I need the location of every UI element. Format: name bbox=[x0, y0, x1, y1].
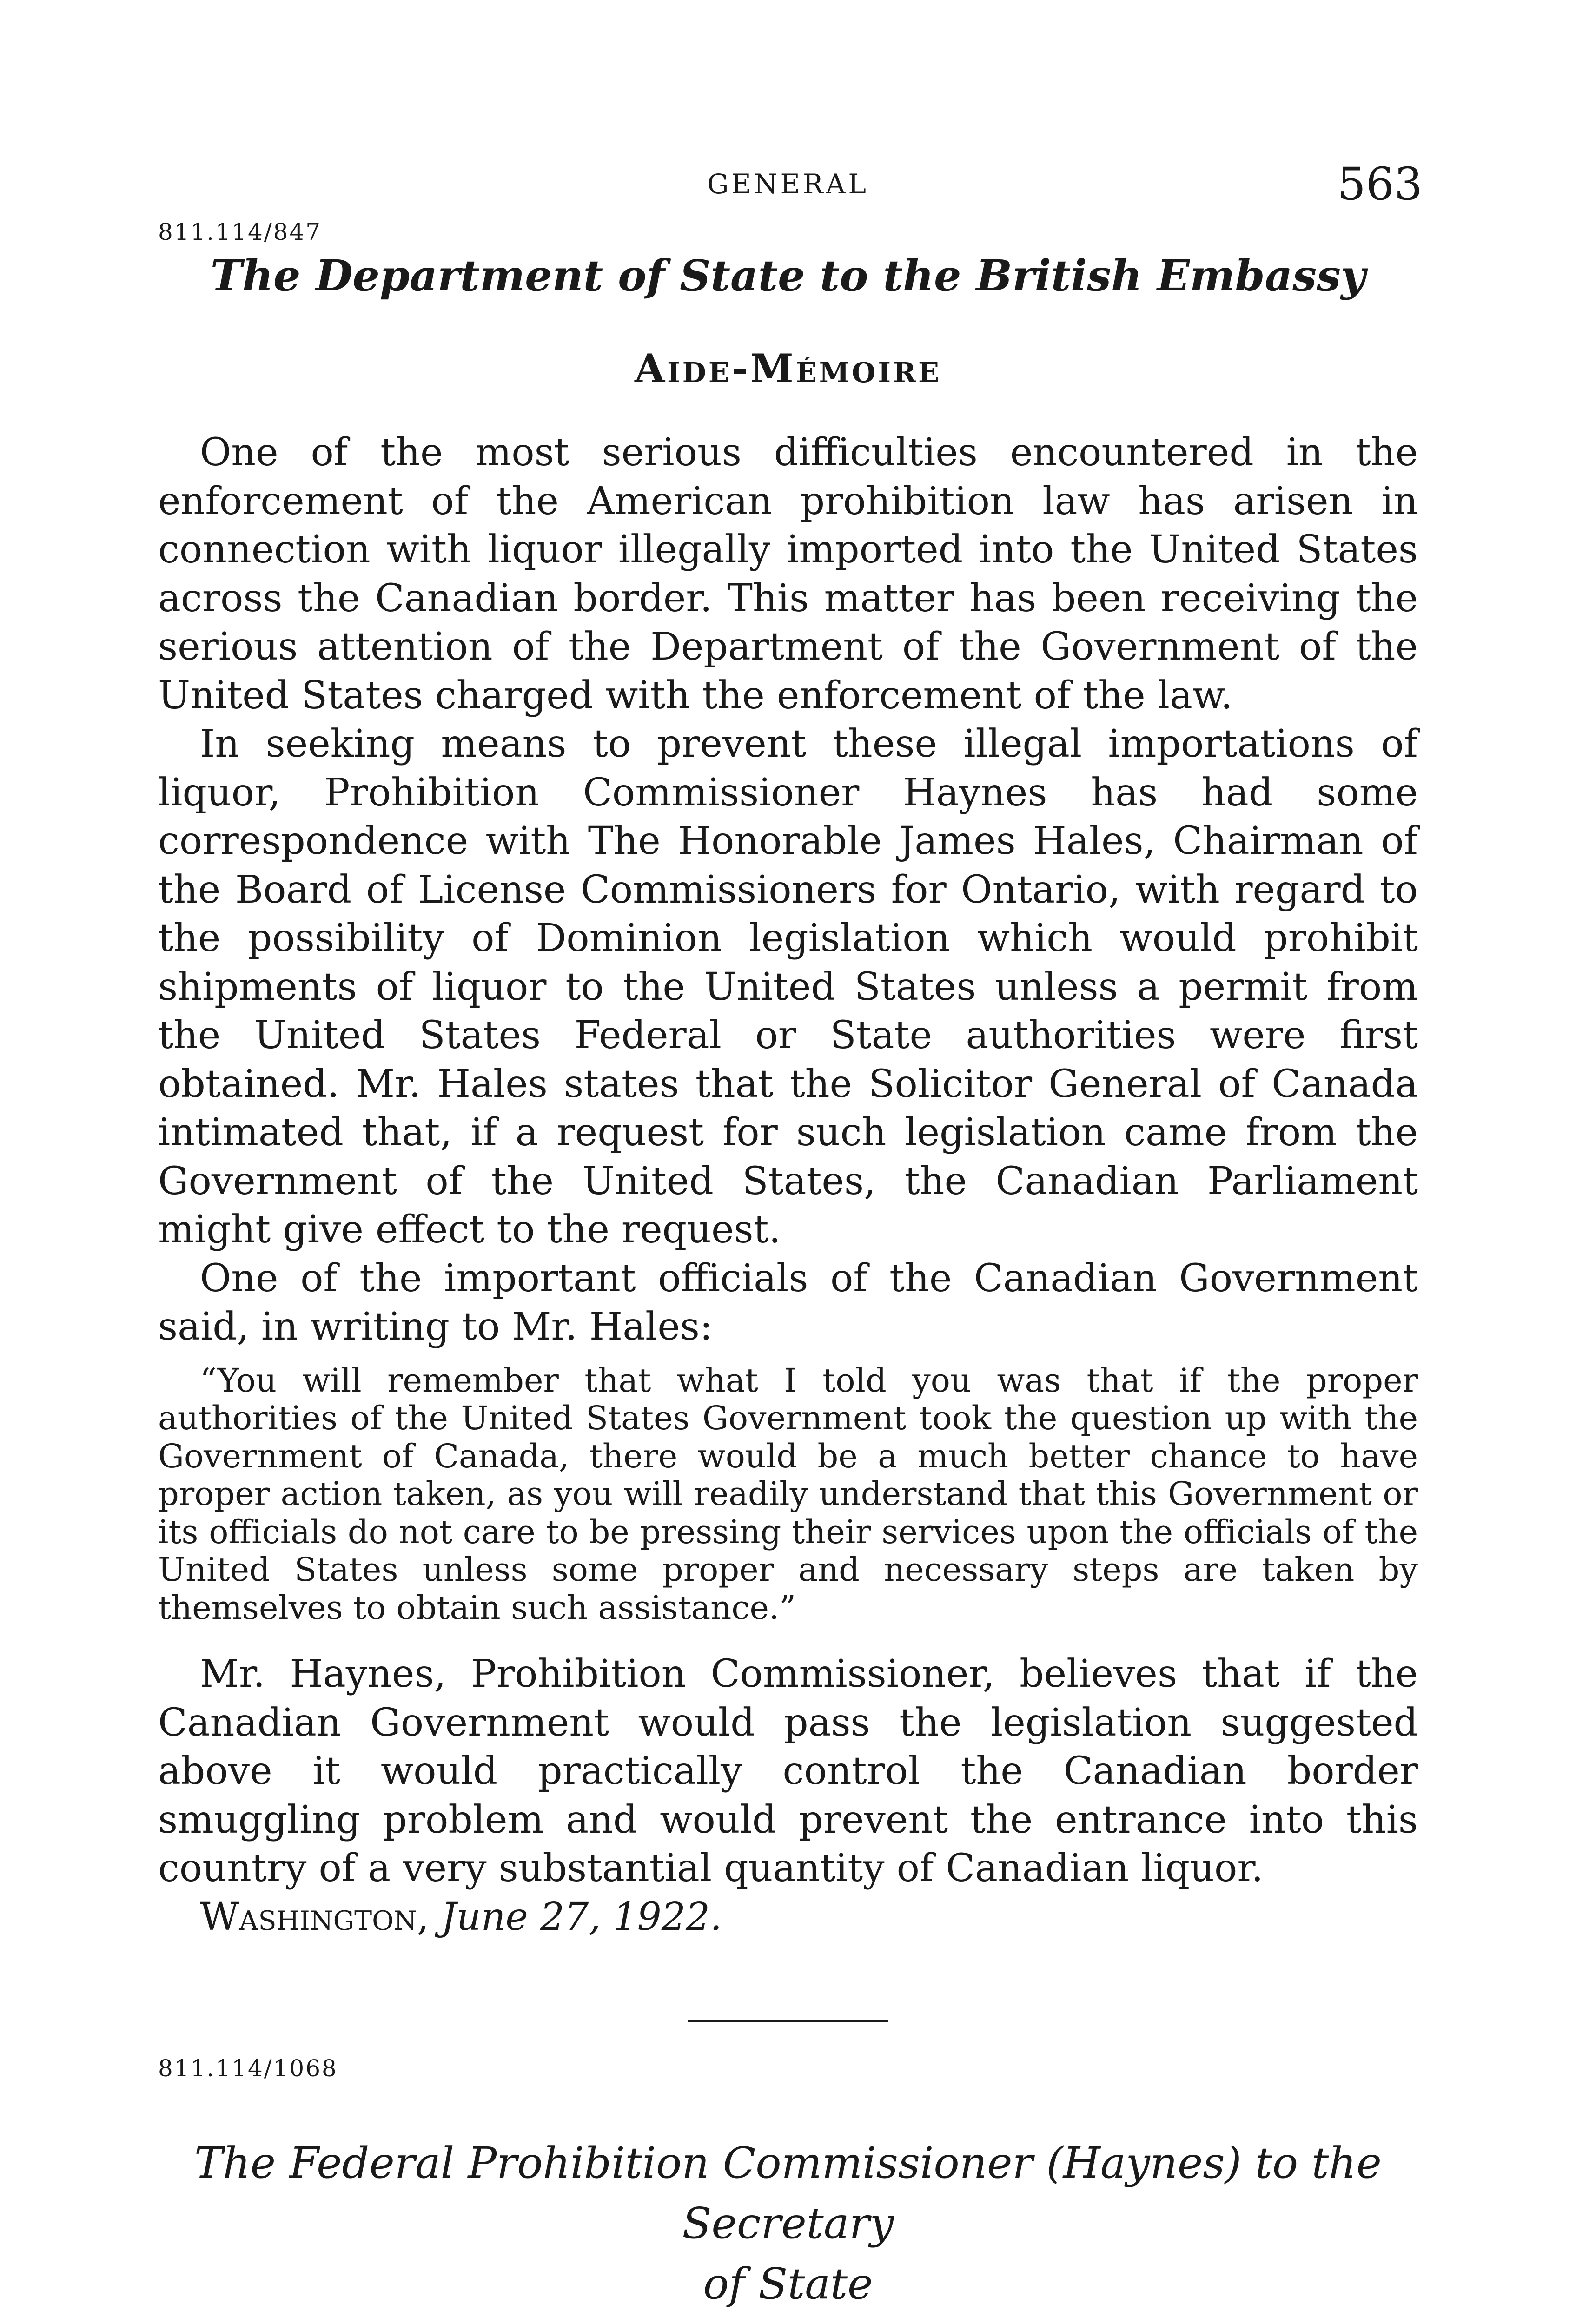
file-number: 811.114/847 bbox=[158, 218, 322, 245]
document-subtitle: Aide-Mémoire bbox=[634, 345, 942, 391]
document-title: The Department of State to the British Embassy bbox=[210, 251, 1366, 301]
body-paragraph: One of the most serious difficulties encountered in the enforcement of the American prohibition law has arisen in connection with liquor illegally imported into the United States across the Canadian border. This matter has been receiving the serious attention of the Department of the Government of the United States charged with the enforcement of the law. bbox=[158, 430, 1418, 718]
place-name: Washington, bbox=[200, 1895, 429, 1939]
letter-section bbox=[158, 2055, 1418, 2324]
letter-title-line: The Federal Prohibition Commissioner (Haynes) to the Secretary bbox=[194, 2138, 1382, 2248]
letter-title-line: of State bbox=[703, 2259, 873, 2309]
running-header bbox=[158, 158, 1423, 218]
place-date-line bbox=[158, 1893, 1418, 1942]
section-divider bbox=[688, 2020, 888, 2022]
aide-memoire-section bbox=[158, 218, 1418, 1941]
letter-title-block bbox=[158, 2133, 1418, 2314]
date: June 27, 1922. bbox=[441, 1895, 722, 1939]
block-quote: “You will remember that what I told you was that if the proper authorities of the United States Government took the question up with the Government of Canada, there would be a much better chance to have proper action taken, as you will readily understand that this Government or its officials do not care to be pressing their services upon the officials of the United States unless some proper and necessary steps are taken by themselves to obtain such assistance.” bbox=[158, 1361, 1418, 1627]
body-paragraph: Mr. Haynes, Prohibition Commissioner, believes that if the Canadian Government would pass the legislation suggested above it would practically control the Canadian border smuggling problem and would prevent the entrance into this country of a very substantial quantity of Canadian liquor. bbox=[158, 1652, 1418, 1890]
running-title: GENERAL bbox=[707, 168, 869, 200]
body-paragraph: In seeking means to prevent these illegal importations of liquor, Prohibition Commissioner Haynes has had some correspondence with The Honorable James Hales, Chairman of the Board of License Commissioners for Ontario, with regard to the possibility of Dominion legislation which would prohibit shipments of liquor to the United States unless a permit from the United States Federal or State authorities were first obtained. Mr. Hales states that the Solicitor General of Canada intimated that, if a request for such legislation came from the Government of the United States, the Canadian Parliament might give effect to the request. bbox=[158, 722, 1418, 1252]
file-number: 811.114/1068 bbox=[158, 2055, 338, 2082]
page-number: 563 bbox=[1337, 158, 1423, 210]
document-page bbox=[158, 158, 1423, 2324]
body-paragraph: One of the important officials of the Canadian Government said, in writing to Mr. Hales: bbox=[158, 1256, 1418, 1349]
